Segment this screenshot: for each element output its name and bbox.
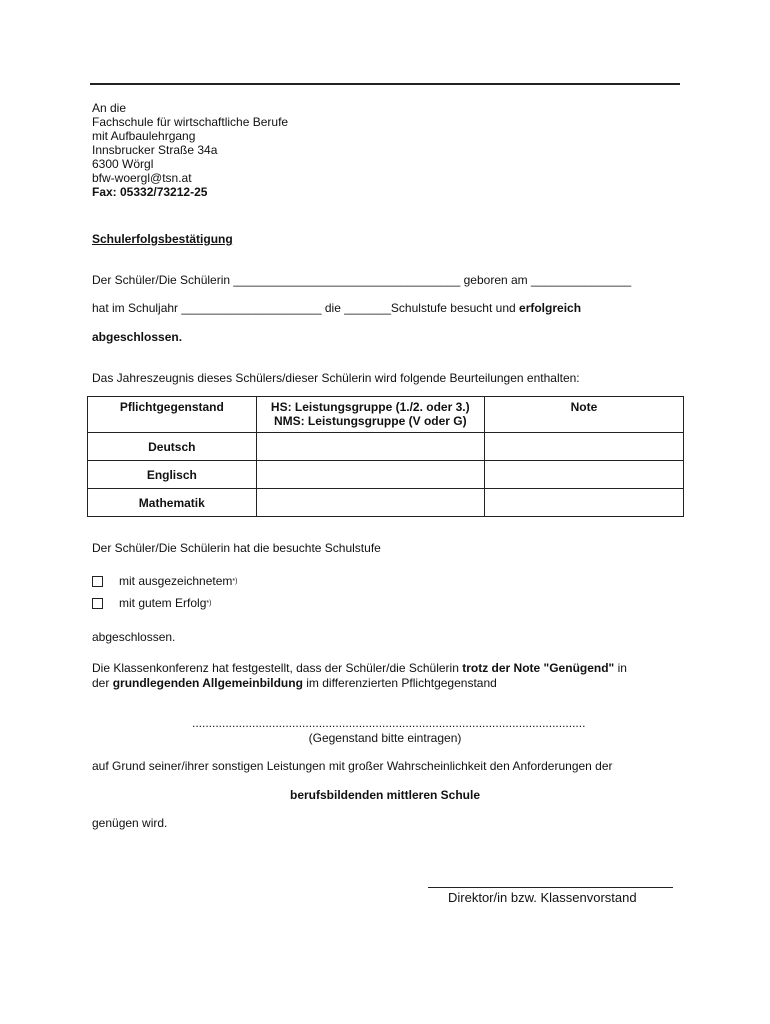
erfolgreich-text: erfolgreich (519, 301, 582, 315)
header-group (256, 397, 484, 433)
subject-cell: Deutsch (88, 433, 257, 461)
abgeschlossen-text: abgeschlossen. (92, 330, 183, 344)
header-grade: Note (484, 397, 683, 433)
subject-cell: Englisch (88, 461, 257, 489)
checkbox-ausgezeichnet[interactable] (92, 576, 103, 587)
address-line: Fachschule für wirtschaftliche Berufe (92, 115, 289, 129)
subject-cell: Mathematik (88, 489, 257, 517)
group-cell[interactable] (256, 461, 484, 489)
group-cell[interactable] (256, 489, 484, 517)
recipient-address (92, 101, 288, 199)
result-intro: Der Schüler/Die Schülerin hat die besuchte Schulstufe (92, 541, 381, 555)
gegenstand-hint: (Gegenstand bitte eintragen) (308, 731, 462, 745)
gegenstand-field[interactable]: ...................................................................................................................... (192, 716, 586, 730)
table-row (88, 461, 684, 489)
abgeschlossen-closing: abgeschlossen. (92, 630, 176, 644)
table-row (88, 433, 684, 461)
table-row (88, 489, 684, 517)
header-subject: Pflichtgegenstand (88, 397, 257, 433)
school-type: berufsbildenden mittleren Schule (289, 788, 481, 802)
address-line: An die (92, 101, 127, 115)
konferenz-bold: trotz der Note "Genügend" (462, 661, 615, 675)
address-line: 6300 Wörgl (92, 157, 154, 171)
checkbox-guter-erfolg[interactable] (92, 598, 103, 609)
address-email: bfw-woergl@tsn.at (92, 171, 192, 185)
grund-text: auf Grund seiner/ihrer sonstigen Leistungen mit großer Wahrscheinlichkeit den Anforderungen der (92, 759, 613, 773)
konferenz-text: Die Klassenkonferenz hat festgestellt, dass der Schüler/die Schülerin (92, 661, 463, 675)
option-ausgezeichnet[interactable] (92, 574, 237, 588)
table-intro: Das Jahreszeugnis dieses Schülers/dieser Schülerin wird folgende Beurteilungen enthalten: (92, 371, 580, 385)
option-ausgezeichnet-label: mit ausgezeichnetem (119, 574, 233, 588)
konferenz-text: in (614, 661, 627, 675)
address-line: mit Aufbaulehrgang (92, 129, 196, 143)
signature-line[interactable] (428, 887, 673, 888)
genuegen-text: genügen wird. (92, 816, 168, 830)
footnote-mark: *) (206, 599, 212, 607)
group-cell[interactable] (256, 433, 484, 461)
option-guter-erfolg[interactable] (92, 596, 211, 610)
header-hs: HS: Leistungsgruppe (1./2. oder 3.) (270, 400, 470, 414)
school-year-line (92, 301, 581, 315)
konferenz-text: im differenzierten Pflichtgegenstand (302, 676, 497, 690)
option-guter-erfolg-label: mit gutem Erfolg (119, 596, 207, 610)
konferenz-bold: grundlegenden Allgemeinbildung (112, 676, 303, 690)
header-nms: NMS: Leistungsgruppe (V oder G) (273, 414, 467, 428)
konferenz-text: der (92, 676, 113, 690)
student-name-line: Der Schüler/Die Schülerin __________________________________ geboren am _______________ (92, 273, 632, 287)
school-year-text: hat im Schuljahr _____________________ die _______Schulstufe besucht und (92, 301, 520, 315)
address-fax: Fax: 05332/73212-25 (92, 185, 208, 199)
top-rule (90, 83, 680, 85)
grade-cell[interactable] (484, 461, 683, 489)
document-title: Schulerfolgsbestätigung (92, 232, 233, 246)
konferenz-line-2 (92, 676, 497, 690)
table-header-row (88, 397, 684, 433)
grade-cell[interactable] (484, 433, 683, 461)
grade-cell[interactable] (484, 489, 683, 517)
konferenz-line-1 (92, 661, 627, 675)
signature-label: Direktor/in bzw. Klassenvorstand (448, 890, 637, 905)
grades-table (87, 396, 684, 517)
footnote-mark: *) (232, 577, 238, 585)
address-line: Innsbrucker Straße 34a (92, 143, 218, 157)
